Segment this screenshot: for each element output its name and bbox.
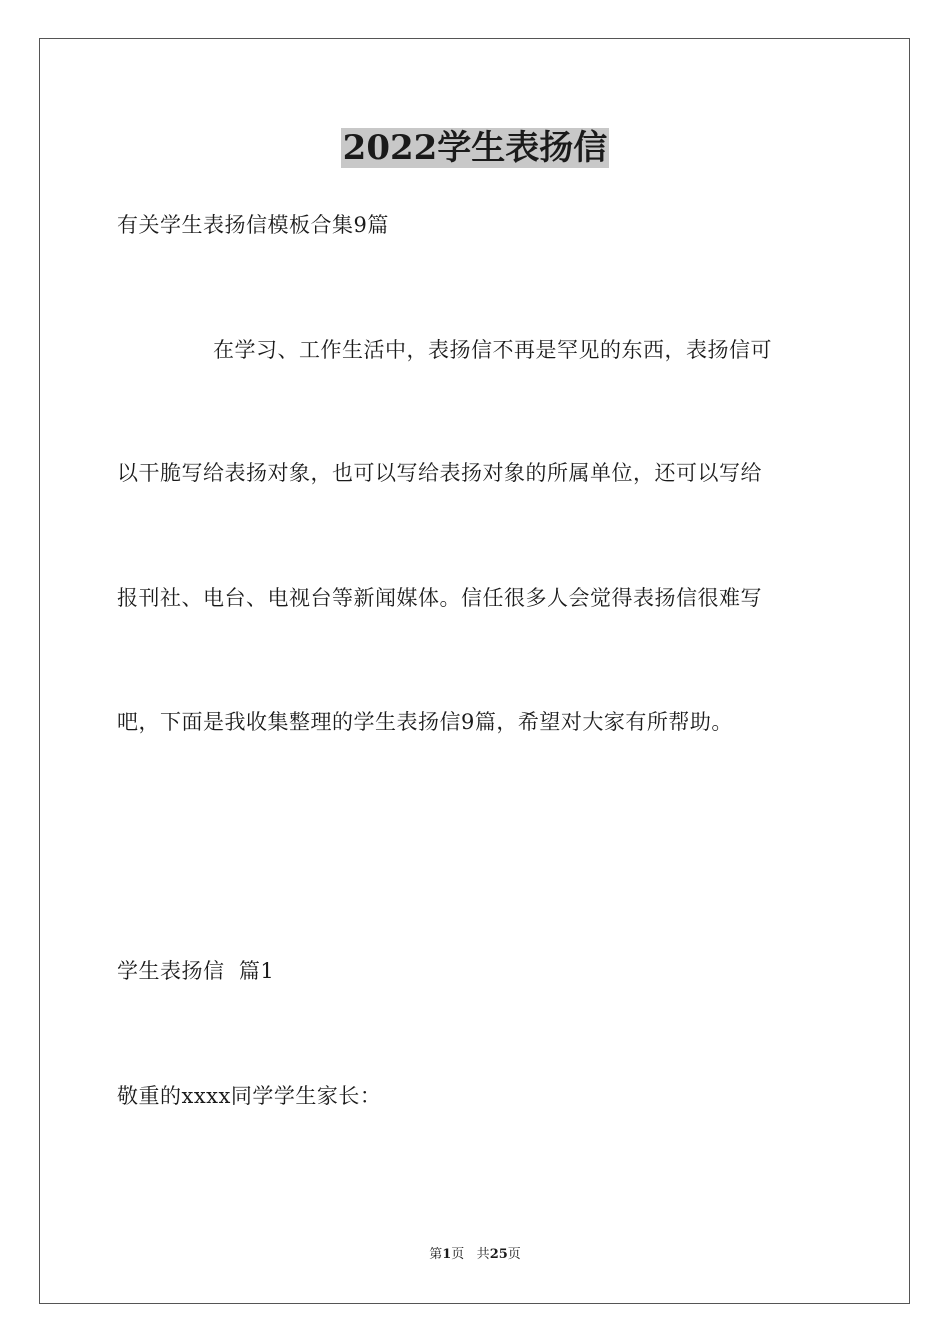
intro-line-4: 吧，下面是我收集整理的学生表扬信9篇，希望对大家有所帮助。: [117, 710, 733, 734]
footer-prefix: 第: [429, 1247, 443, 1262]
page-footer: [0, 1246, 950, 1264]
document-title-text: 2022学生表扬信: [342, 128, 608, 168]
document-subtitle: 有关学生表扬信模板合集9篇: [117, 213, 389, 237]
footer-total-suffix: 页: [507, 1247, 521, 1262]
footer-page-number: 1: [442, 1247, 452, 1262]
intro-line-1: 在学习、工作生活中，表扬信不再是罕见的东西，表扬信可: [213, 338, 772, 362]
document-title: [0, 126, 950, 170]
section-heading: 学生表扬信 篇1: [117, 959, 275, 983]
footer-total-pages: 25: [489, 1247, 508, 1262]
salutation: 敬重的xxxx同学学生家长：: [117, 1084, 382, 1108]
footer-total-prefix: 共: [476, 1247, 490, 1262]
intro-line-3: 报刊社、电台、电视台等新闻媒体。信任很多人会觉得表扬信很难写: [117, 586, 762, 610]
footer-page-suffix: 页: [451, 1247, 465, 1262]
intro-line-2: 以干脆写给表扬对象，也可以写给表扬对象的所属单位，还可以写给: [117, 461, 762, 485]
